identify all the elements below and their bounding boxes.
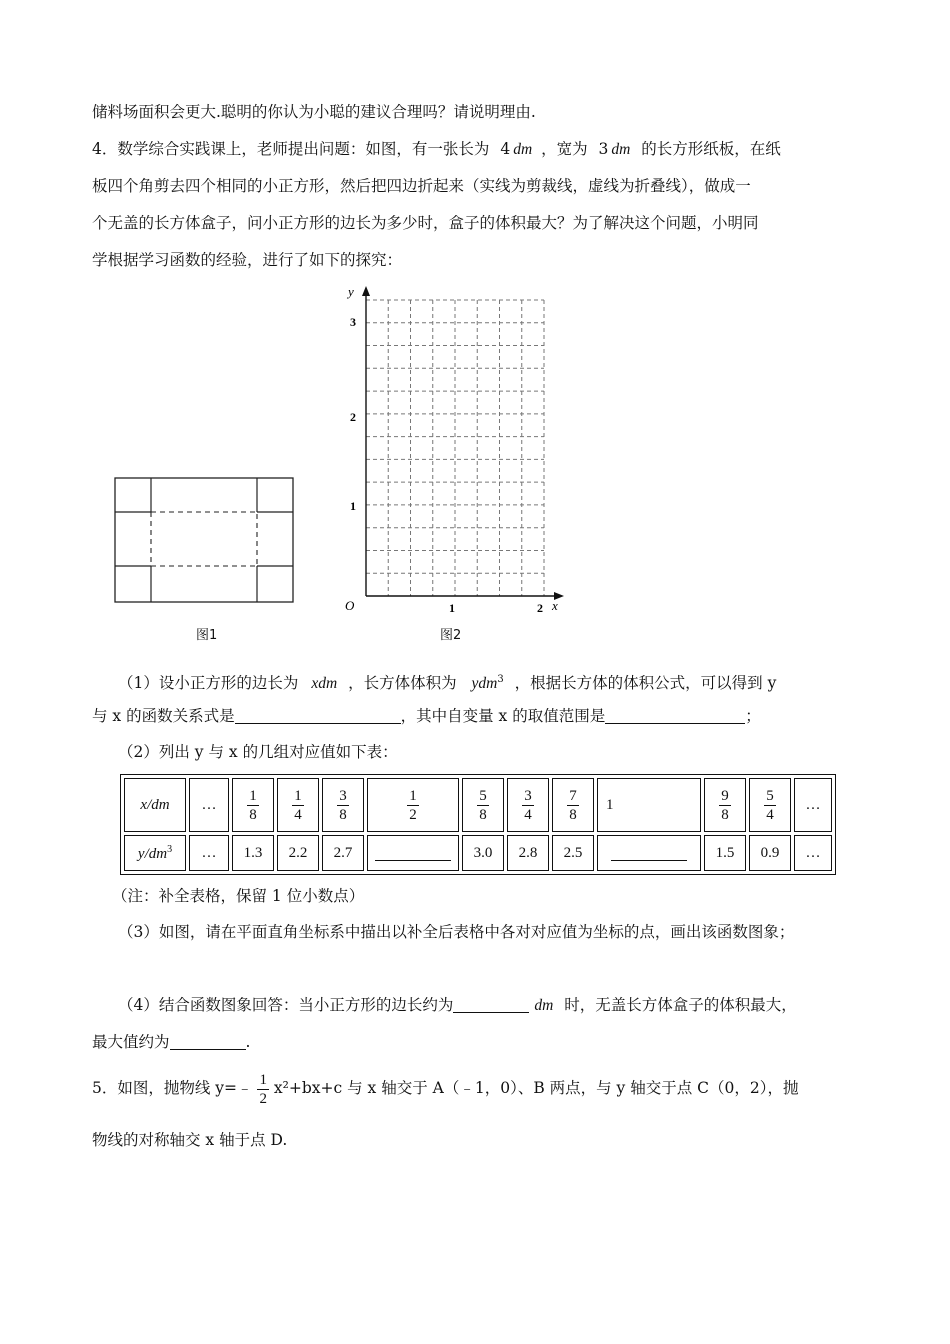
table-cell: $\frac{1}{2}$ — [367, 778, 459, 832]
text-segment: ，根据长方体的体积公式，可以得到 y — [514, 674, 777, 693]
width-value: 3 — [598, 140, 609, 158]
answer-blank[interactable] — [453, 996, 529, 1013]
figure-2-label: 图2 — [440, 628, 462, 643]
text-segment: 与 x 的函数关系式是 — [92, 707, 235, 725]
answer-blank[interactable] — [235, 707, 401, 724]
text-segment: x²+bx+c 与 x 轴交于 A（﹣1，0）、B 两点，与 y 轴交于点 C（0，2），抛 — [273, 1079, 799, 1097]
table-cell: $\frac{3}{8}$ — [322, 778, 364, 832]
unit: dm — [611, 141, 631, 158]
text-segment: 5．如图，抛物线 y=﹣ — [92, 1079, 253, 1097]
answer-blank[interactable] — [170, 1033, 246, 1050]
length-value: 4 — [500, 140, 511, 158]
table-cell: 2.8 — [507, 835, 549, 871]
origin-label: O — [345, 598, 355, 613]
text-segment: （4）结合函数图象回答：当小正方形的边长约为 — [118, 996, 454, 1014]
question-4-line-4: 学根据学习函数的经验，进行了如下的探究： — [92, 251, 403, 269]
table-row — [124, 778, 832, 832]
text-segment: （1）设小正方形的边长为 — [118, 674, 299, 693]
text-segment: 的长方形纸板，在纸 — [641, 140, 781, 158]
y-tick-label: 3 — [350, 315, 356, 329]
table-blank-cell[interactable] — [367, 835, 459, 871]
table-cell: $\frac{1}{4}$ — [277, 778, 319, 832]
y-tick-label: 2 — [350, 410, 356, 424]
y-axis-arrow-icon — [362, 286, 370, 296]
part-1-line-2 — [92, 706, 761, 726]
table-header-y: $y/dm^3$ — [124, 835, 186, 871]
variable-y: ydm — [471, 675, 498, 693]
y-axis-label: y — [348, 284, 354, 299]
figure-1-cardboard — [112, 474, 298, 606]
table-cell: 2.7 — [322, 835, 364, 871]
text-segment: ，长方体体积为 — [348, 674, 457, 693]
table-cell: … — [794, 835, 832, 871]
text-segment: ，宽为 — [541, 140, 588, 158]
text-segment: ； — [745, 707, 761, 725]
table-cell: $\frac{7}{8}$ — [552, 778, 594, 832]
value-table — [120, 774, 836, 875]
table-cell: 2.2 — [277, 835, 319, 871]
table-cell: 1.3 — [232, 835, 274, 871]
text-segment: 4．数学综合实践课上，老师提出问题：如图，有一张长为 — [92, 140, 490, 158]
table-row — [124, 835, 832, 871]
fraction: $\frac{1}{2}$ — [259, 1071, 267, 1107]
table-cell: 3.0 — [462, 835, 504, 871]
part-2-line: （2）列出 y 与 x 的几组对应值如下表： — [118, 743, 398, 761]
part-4-line-1 — [118, 995, 797, 1016]
text-segment: 时，无盖长方体盒子的体积最大， — [564, 996, 797, 1014]
question-5-line-2: 物线的对称轴交 x 轴于点 D. — [92, 1131, 288, 1149]
table-cell: $\frac{5}{4}$ — [749, 778, 791, 832]
table-header-x: x/dm — [124, 778, 186, 832]
table-cell: $\frac{1}{8}$ — [232, 778, 274, 832]
question-5-line-1 — [92, 1066, 799, 1110]
table-cell: 2.5 — [552, 835, 594, 871]
x-axis-label: x — [552, 598, 558, 613]
question-4-line-2: 板四个角剪去四个相同的小正方形，然后把四边折起来（实线为剪裁线，虚线为折叠线），做成一 — [92, 177, 751, 195]
question-4-line-1 — [92, 139, 781, 160]
table-cell: $\frac{3}{4}$ — [507, 778, 549, 832]
table-cell: … — [794, 778, 832, 832]
x-tick-label: 2 — [537, 601, 543, 615]
figure-1-label: 图1 — [196, 628, 218, 643]
table-cell: 1 — [597, 778, 701, 832]
variable-x: xdm — [311, 675, 338, 693]
table-cell: $\frac{5}{8}$ — [462, 778, 504, 832]
unit: dm — [513, 141, 533, 158]
x-tick-label: 1 — [449, 601, 455, 615]
part-4-line-2 — [92, 1032, 250, 1052]
table-blank-cell[interactable] — [597, 835, 701, 871]
table-cell: … — [189, 835, 229, 871]
answer-blank[interactable] — [605, 707, 745, 724]
question-4-line-3: 个无盖的长方体盒子，问小正方形的边长为多少时，盒子的体积最大？为了解决这个问题，小明同 — [92, 214, 759, 232]
text-segment: . — [245, 1033, 251, 1051]
unit: dm — [534, 997, 554, 1014]
exponent: 3 — [497, 674, 504, 685]
text-segment: 最大值约为 — [92, 1033, 170, 1051]
text-segment: ，其中自变量 x 的取值范围是 — [400, 707, 606, 725]
y-tick-label: 1 — [350, 499, 356, 513]
figure-2-grid — [338, 282, 570, 616]
table-cell: 1.5 — [704, 835, 746, 871]
table-cell: 0.9 — [749, 835, 791, 871]
table-cell: … — [189, 778, 229, 832]
text-line: 储料场面积会更大.聪明的你认为小聪的建议合理吗？请说明理由. — [92, 103, 536, 121]
note-line: （注：补全表格，保留 1 位小数点） — [112, 887, 365, 905]
part-1-line-1 — [118, 670, 776, 694]
part-3-line: （3）如图，请在平面直角坐标系中描出以补全后表格中各对对应值为坐标的点，画出该函数图象； — [118, 923, 795, 941]
table-cell: $\frac{9}{8}$ — [704, 778, 746, 832]
